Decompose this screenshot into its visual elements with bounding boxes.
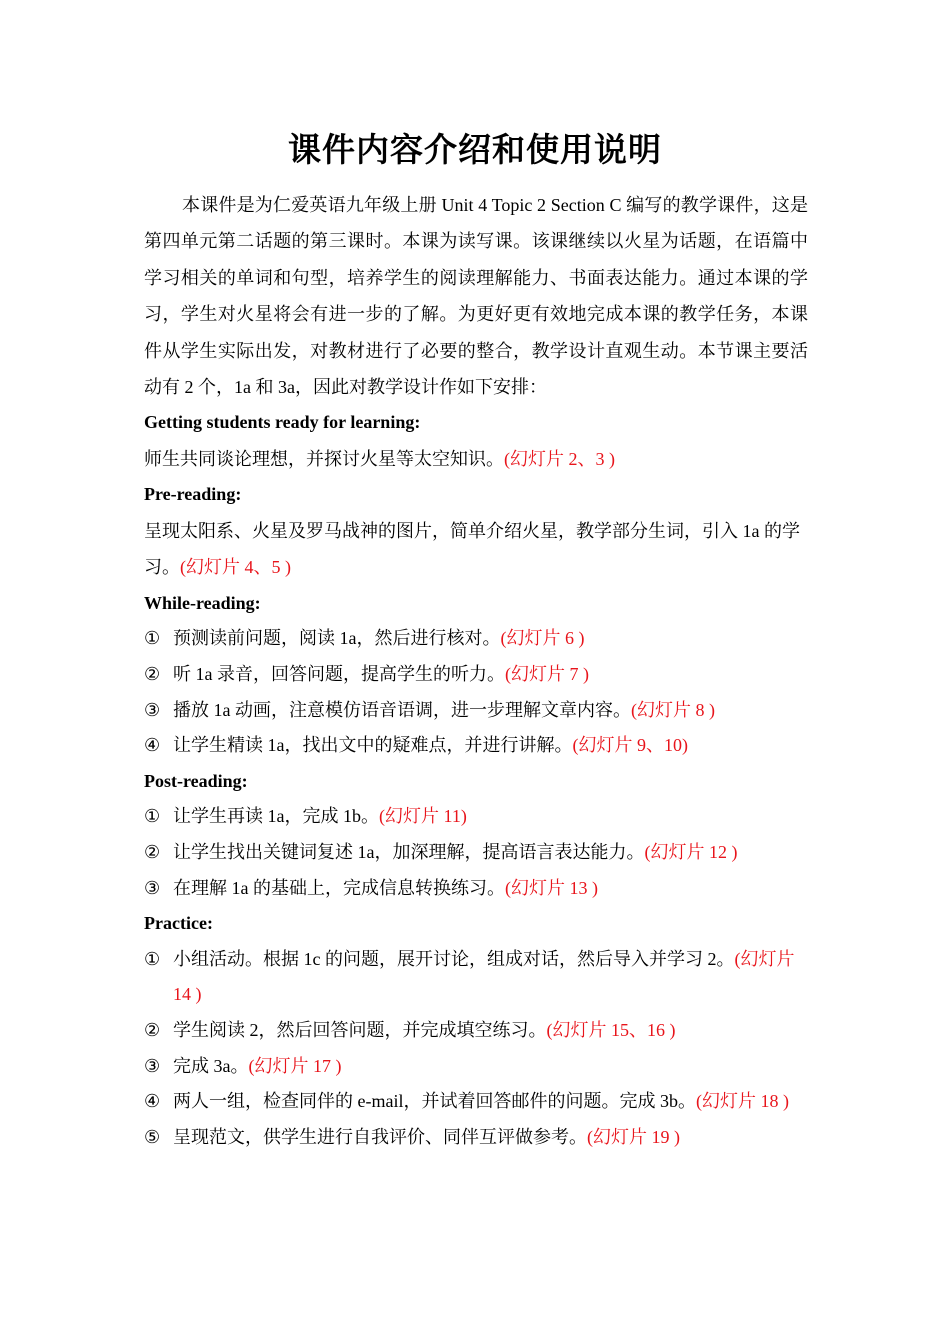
list-marker: ② (144, 842, 161, 862)
list-marker: ① (144, 948, 161, 969)
page-title: 课件内容介绍和使用说明 (288, 130, 662, 169)
slide-reference: (幻灯片 11) (379, 806, 467, 827)
step-text: 完成 3a。 (173, 1055, 249, 1076)
list-item (144, 621, 808, 657)
slide-reference: (幻灯片 2、3 ) (504, 449, 615, 470)
list-item (144, 728, 808, 764)
step-text: 小组活动。根据 1c 的问题，展开讨论，组成对话，然后导入并学习 2。 (173, 948, 735, 969)
list-item (144, 1084, 808, 1120)
step-text: 在理解 1a 的基础上，完成信息转换练习。 (173, 877, 505, 898)
list-item (144, 942, 808, 1013)
step-text: 预测读前问题，阅读 1a，然后进行核对。 (173, 628, 501, 649)
step-text: 两人一组，检查同伴的 e-mail，并试着回答邮件的问题。完成 3b。 (173, 1091, 696, 1112)
list-item (144, 1120, 808, 1156)
slide-reference: (幻灯片 15、16 ) (546, 1019, 676, 1040)
section-heading-getting-ready: Getting students ready for learning: (144, 412, 421, 433)
list-marker: ④ (144, 735, 161, 756)
list-item (144, 693, 808, 729)
slide-reference: (幻灯片 8 ) (631, 699, 715, 720)
slide-reference: (幻灯片 7 ) (505, 664, 589, 685)
slide-reference: (幻灯片 9、10) (572, 735, 688, 756)
step-text: 让学生找出关键词复述 1a，加深理解，提高语言表达能力。 (173, 842, 645, 862)
slide-reference: (幻灯片 13 ) (505, 877, 598, 898)
section-heading-practice: Practice: (144, 913, 213, 934)
section-heading-post-reading: Post-reading: (144, 770, 248, 791)
list-item (144, 657, 808, 693)
list-marker: ③ (144, 877, 161, 898)
step-text: 呈现太阳系、火星及罗马战神的图片，简单介绍火星，教学部分生词，引入 1a 的学习。 (144, 521, 800, 578)
list-item (144, 871, 808, 907)
list-marker: ④ (144, 1091, 161, 1112)
getting-ready-text (144, 441, 808, 477)
list-marker: ② (144, 1019, 161, 1040)
step-text: 让学生精读 1a，找出文中的疑难点，并进行讲解。 (173, 735, 573, 756)
list-item (144, 1049, 808, 1085)
section-heading-while-reading: While-reading: (144, 592, 261, 613)
step-text: 学生阅读 2，然后回答问题，并完成填空练习。 (173, 1019, 547, 1040)
list-marker: ③ (144, 1055, 161, 1076)
list-marker: ③ (144, 699, 161, 720)
list-marker: ② (144, 664, 161, 685)
slide-reference: (幻灯片 18 ) (695, 1091, 789, 1112)
pre-reading-text (144, 513, 808, 586)
document-body (144, 187, 808, 1155)
intro-paragraph: 本课件是为仁爱英语九年级上册 Unit 4 Topic 2 Section C 编写的教学课件，这是第四单元第二话题的第三课时。本课为读写课。该课继续以火星为话题，在语篇中学习相关的单词和句型，培养学生的阅读理解能力、书面表达能力。通过本课的学习，学生对火星将会有进一步的了解。为更好更有效地完成本课的教学任务，本课件从学生实际出发，对教材进行了必要的整合，教学设计直观生动。本节课主要活动有 2 个，1a 和 3a，因此对教学设计作如下安排： (144, 195, 808, 398)
list-item (144, 799, 808, 835)
slide-reference: (幻灯片 6 ) (500, 628, 585, 649)
list-marker: ① (144, 806, 161, 827)
slide-reference: (幻灯片 17 ) (248, 1055, 342, 1076)
section-heading-pre-reading: Pre-reading: (144, 484, 242, 505)
slide-reference: (幻灯片 19 ) (587, 1126, 680, 1147)
step-text: 呈现范文，供学生进行自我评价、同伴互评做参考。 (173, 1126, 587, 1147)
list-marker: ⑤ (144, 1126, 161, 1147)
slide-reference: (幻灯片 4、5 ) (180, 557, 291, 578)
step-text: 播放 1a 动画，注意模仿语音语调，进一步理解文章内容。 (173, 699, 631, 720)
list-item (144, 1013, 808, 1049)
slide-reference: (幻灯片 12 ) (644, 842, 738, 862)
step-text: 让学生再读 1a，完成 1b。 (173, 806, 379, 827)
step-text: 师生共同谈论理想，并探讨火星等太空知识。 (144, 449, 504, 470)
step-text: 听 1a 录音，回答问题，提高学生的听力。 (173, 664, 505, 685)
slide-reference: (幻灯片 14 ) (173, 948, 795, 1005)
list-marker: ① (144, 628, 161, 649)
list-item (144, 835, 808, 871)
